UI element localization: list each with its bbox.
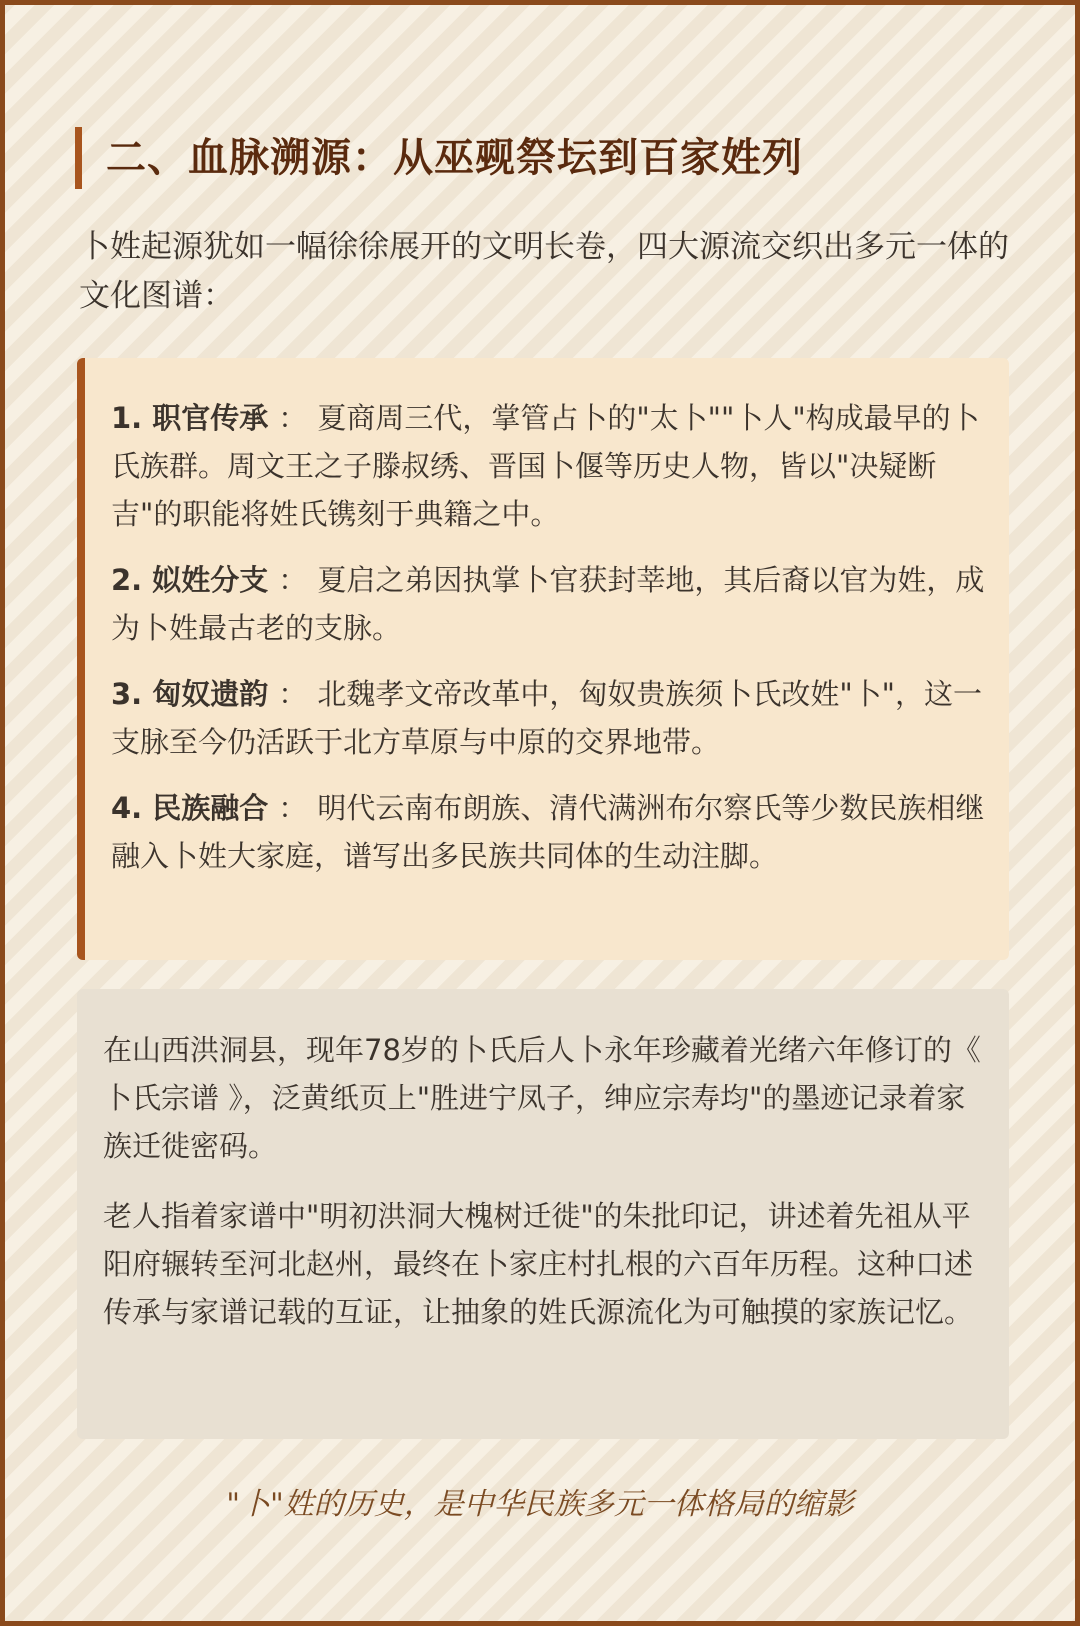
source-separator: ： (278, 677, 308, 711)
source-item-official (111, 394, 989, 538)
source-text: 明代云南布朗族、清代满洲布尔察氏等少数民族相继融入卜姓大家庭，谱写出多民族共同体的生动注脚。 (111, 791, 985, 873)
closing-quote: "卜"姓的历史，是中华民族多元一体格局的缩影 (226, 1487, 854, 1522)
story-paragraph-1: 在山西洪洞县，现年78岁的卜氏后人卜永年珍藏着光绪六年修订的《 卜氏宗谱 》，泛黄纸页上"胜进宁凤子，绅应宗寿均"的墨迹记录着家族迁徙密码。 (103, 1033, 981, 1163)
story-paragraph-2: 老人指着家谱中"明初洪洞大槐树迁徙"的朱批印记，讲述着先祖从平阳府辗转至河北赵州，最终在卜家庄村扎根的六百年历程。这种口述传承与家谱记载的互证，让抽象的姓氏源流化为可触摸的家族记忆。 (103, 1199, 974, 1329)
source-separator: ： (278, 401, 308, 435)
sources-box (77, 358, 1009, 960)
source-separator: ： (278, 791, 308, 825)
intro-paragraph: 卜姓起源犹如一幅徐徐展开的文明长卷，四大源流交织出多元一体的文化图谱： (79, 229, 1009, 314)
source-title: 2. 姒姓分支 (111, 563, 269, 597)
source-title: 1. 职官传承 (111, 401, 269, 435)
source-text: 夏启之弟因执掌卜官获封莘地，其后裔以官为姓，成为卜姓最古老的支脉。 (111, 563, 985, 645)
source-item-xiongnu (111, 670, 989, 766)
source-text: 夏商周三代，掌管占卜的"太卜""卜人"构成最早的卜氏族群。周文王之子滕叔绣、晋国卜偃等历史人物，皆以"决疑断吉"的职能将姓氏镌刻于典籍之中。 (111, 401, 980, 531)
family-story-box (77, 989, 1009, 1439)
source-title: 4. 民族融合 (111, 791, 269, 825)
source-separator: ： (278, 563, 308, 597)
section-heading: 二、血脉溯源：从巫觋祭坛到百家姓列 (75, 127, 803, 189)
source-item-si-branch (111, 556, 989, 652)
source-text: 北魏孝文帝改革中，匈奴贵族须卜氏改姓"卜"，这一支脉至今仍活跃于北方草原与中原的交界地带。 (111, 677, 982, 759)
source-title: 3. 匈奴遗韵 (111, 677, 269, 711)
source-item-ethnic-fusion (111, 784, 989, 880)
